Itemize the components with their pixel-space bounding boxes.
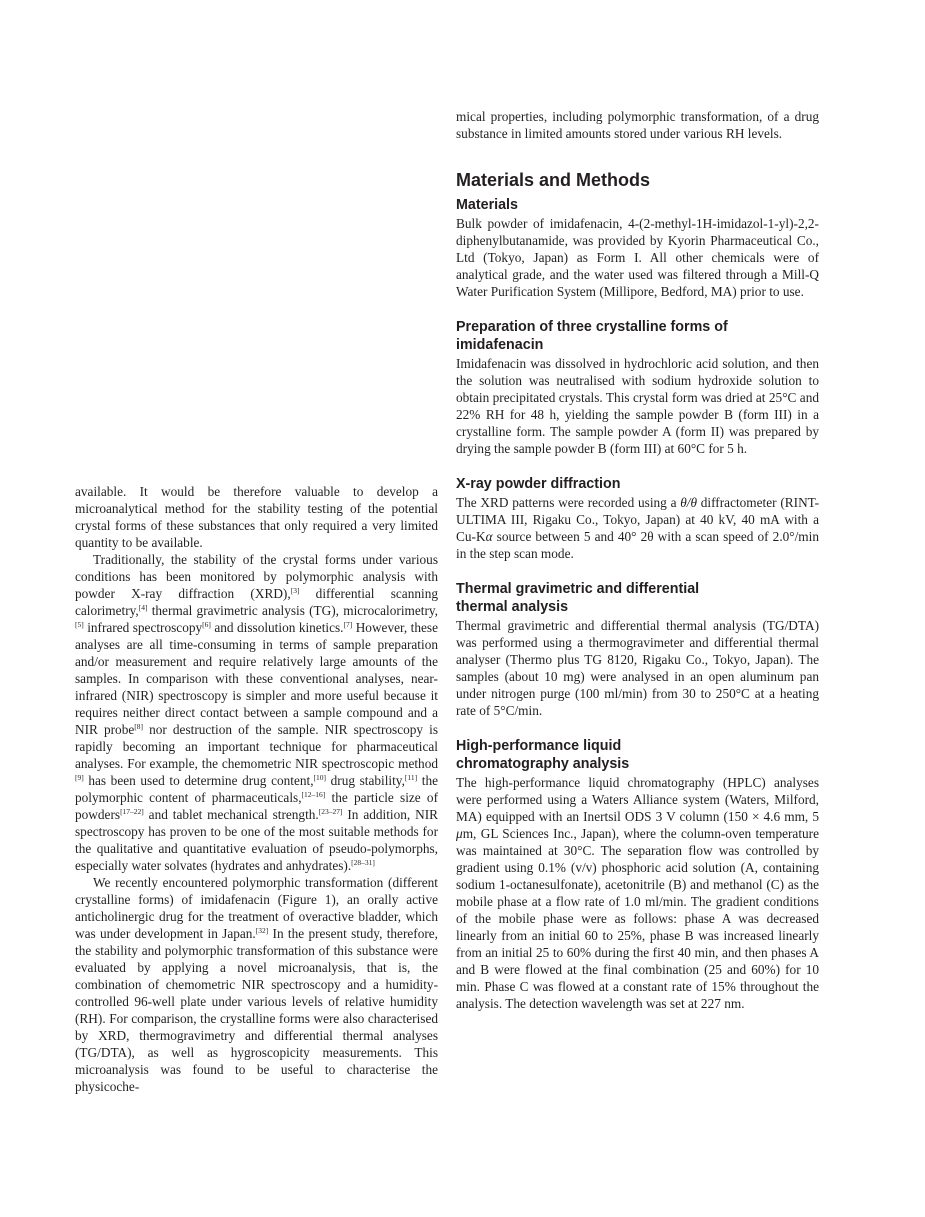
body-paragraph: [75, 551, 438, 874]
text-run: nor destruction of the sample. NIR spectroscopy is rapidly becoming an important technique for pharmaceutical analyses. For example, the chemometric NIR spectroscopic method: [75, 722, 438, 771]
text-run: diffractometer (RINT-ULTIMA III, Rigaku Co., Tokyo, Japan) at 40 kV, 40 mA with a Cu-K: [456, 495, 820, 544]
text-run: drug stability,: [326, 773, 405, 788]
subsection-heading: Thermal gravimetric and differential thermal analysis: [456, 581, 700, 615]
body-paragraph: [456, 494, 819, 562]
subsection-heading: X-ray powder diffraction: [456, 476, 621, 492]
text-run: Bulk powder of imidafenacin, 4-(2-methyl-1H-imidazol-1-yl)-2,2-diphenylbutanamide, was provided by Kyorin Pharmaceutical Co., Ltd (Tokyo, Japan) as Form I. All other chemicals were of analytical grade, and the water used was filtered through a Mill-Q Water Purification System (Millipore, Bedford, MA) prior to use.: [456, 216, 819, 299]
text-run: Thermal gravimetric and differential thermal analysis (TG/DTA) was performed using a thermogravimeter and differential thermal analyser (Thermo plus TG 8120, Rigaku Co., Tokyo, Japan). The samples (about 10 mg) were analysed in an open aluminum pan under nitrogen purge (100 ml/min) from 30 to 250°C at a heating rate of 5°C/min.: [456, 618, 819, 718]
citation-ref: [12–16]: [301, 790, 326, 799]
text-run: Traditionally, the stability of the crystal forms under various conditions has been monitored by polymorphic analysis with powder X-ray diffraction (XRD),: [75, 552, 438, 601]
citation-ref: [17–22]: [120, 807, 144, 816]
citation-ref: [11]: [404, 773, 418, 782]
text-run: the polymorphic content of pharmaceuticals,: [75, 773, 438, 805]
text-run: source between 5 and 40° 2θ with a scan speed of 2.0°/min in the step scan mode.: [456, 529, 819, 561]
citation-ref: [6]: [202, 620, 211, 629]
subsection-heading: Materials: [456, 197, 518, 213]
citation-ref: [10]: [313, 773, 327, 782]
citation-ref: [9]: [75, 773, 84, 782]
text-run: The XRD patterns were recorded using a: [456, 495, 681, 510]
text-run: In the present study, therefore, the stability and polymorphic transformation of this substance were evaluated by applying a novel microanalysis, that is, the combination of chemometric NIR spectroscopy and a humidity-controlled 96-well plate under various levels of relative humidity (RH). For comparison, the crystalline forms were also characterised by XRD, thermogravimetry and differential thermal analyses (TG/DTA), as well as hygroscopicity measurements. This microanalysis was found to be useful to characterise the physicoche-: [75, 926, 439, 1094]
text-run: available. It would be therefore valuable to develop a microanalytical method for the stability testing of the potential crystal forms of these substances that only required a very limited quantity to be available.: [75, 484, 438, 550]
text-run: We recently encountered polymorphic transformation (different crystalline forms) of imidafenacin (Figure 1), an orally active anticholinergic drug for the treatment of overactive bladder, which was under development in Japan.: [75, 875, 438, 941]
math-symbol: θ/θ: [680, 495, 698, 510]
text-run: m, GL Sciences Inc., Japan), where the column-oven temperature was maintained at 30°C. The separation flow was controlled by gradient using 0.1% (v/v) phosphoric acid solution (A, containing sodium 1-octanesulfonate), acetonitrile (B) and methanol (C) as the mobile phase at a flow rate of 1.0 ml/min. The gradient conditions of the mobile phase were as follows: phase A was decreased linearly from an initial 60 to 25%, phase B was increased linearly from an initial 25 to 60% during the first 40 min, and then phases A and B were flowed at the final combination (25 and 60%) for 10 min. Phase C was flowed at a constant rate of 15% throughout the analysis. The detection wavelength was set at 227 nm.: [456, 826, 819, 1011]
citation-ref: [7]: [343, 620, 353, 629]
text-run: infrared spectroscopy: [83, 620, 203, 635]
right-column: [456, 108, 819, 1012]
body-paragraph: [456, 355, 819, 457]
subsection-heading: High-performance liquid chromatography analysis: [456, 738, 630, 772]
text-run: mical properties, including polymorphic transformation, of a drug substance in limited amounts stored under various RH levels.: [456, 109, 819, 141]
citation-ref: [5]: [75, 620, 84, 629]
body-paragraph: [456, 108, 819, 142]
text-run: and dissolution kinetics.: [210, 620, 344, 635]
body-paragraph: [456, 215, 819, 300]
text-run: Imidafenacin was dissolved in hydrochloric acid solution, and then the solution was neutralised with sodium hydroxide solution to obtain precipitated crystals. This crystal form was dried at 25°C and 22% RH for 48 h, yielding the sample powder B (form III) in a crystalline form. The sample powder A (form II) was prepared by drying the sample powder B (form III) at 60°C for 5 h.: [456, 356, 819, 456]
body-paragraph: [456, 617, 819, 719]
citation-ref: [28–31]: [351, 858, 375, 867]
text-run: However, these analyses are all time-consuming in terms of sample preparation and/or measurement and require relatively large amounts of the samples. In comparison with these conventional analyses, near-infrared (NIR) spectroscopy is simpler and more useful because it requires neither direct contact between a sample compound and a NIR probe: [75, 620, 438, 737]
text-run: The high-performance liquid chromatography (HPLC) analyses were performed using a Waters Alliance system (Waters, Milford, MA) equipped with an Inertsil ODS 3 V column (150 × 4.6 mm, 5: [456, 775, 819, 824]
math-symbol: μ: [456, 826, 463, 841]
body-paragraph: [75, 483, 438, 551]
math-symbol: α: [485, 529, 493, 544]
text-run: has been used to determine drug content,: [83, 773, 314, 788]
subsection-heading: Preparation of three crystalline forms of imidafenacin: [456, 319, 728, 353]
citation-ref: [3]: [290, 586, 300, 595]
citation-ref: [23–27]: [318, 807, 343, 816]
text-run: In addition, NIR spectroscopy has proven to be one of the most suitable methods for the qualitative and quantitative evaluation of pseudo-polymorphs, especially water solvates (hydrates and anhydrates).: [75, 807, 438, 873]
body-paragraph: [75, 874, 438, 1095]
citation-ref: [8]: [134, 722, 144, 731]
citation-ref: [4]: [138, 603, 148, 612]
text-run: differential scanning calorimetry,: [75, 586, 438, 618]
citation-ref: [32]: [255, 926, 269, 935]
text-run: the particle size of powders: [75, 790, 438, 822]
left-column: [75, 483, 438, 1095]
text-run: thermal gravimetric analysis (TG), microcalorimetry,: [147, 603, 438, 618]
body-paragraph: [456, 774, 819, 1012]
text-run: and tablet mechanical strength.: [143, 807, 319, 822]
section-title: Materials and Methods: [456, 170, 651, 190]
